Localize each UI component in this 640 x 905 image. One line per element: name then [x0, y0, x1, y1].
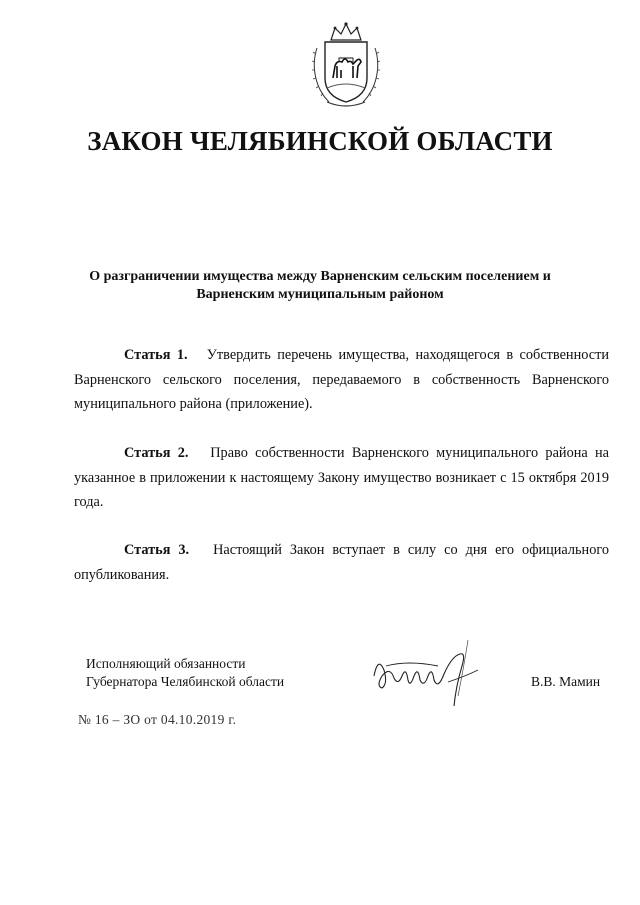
document-title: ЗАКОН ЧЕЛЯБИНСКОЙ ОБЛАСТИ [87, 126, 553, 156]
signer-position [86, 655, 284, 691]
coat-of-arms-icon [309, 18, 383, 110]
article-2 [74, 441, 609, 515]
article-3-label: Статья 3. [124, 542, 190, 558]
article-2-label: Статья 2. [124, 445, 189, 461]
article-2-text: Право собственности Варненского муниципального района на указанное в приложении к настоящему Закону имущество возникает с 15 октября 2019 года. [74, 445, 609, 510]
law-subject [70, 268, 570, 304]
signer-position-line-1: Исполняющий обязанности [86, 656, 246, 671]
signer-name: В.В. Мамин [531, 674, 601, 689]
article-3 [74, 538, 609, 587]
article-1 [74, 343, 609, 417]
article-1-text: Утвердить перечень имущества, находящегося в собственности Варненского сельского поселения, передаваемого в собственность Варненского муниципального района (приложение). [74, 347, 609, 412]
article-3-text: Настоящий Закон вступает в силу со дня его официального опубликования. [74, 542, 609, 583]
document-number: № 16 – ЗО от 04.10.2019 г. [78, 712, 237, 727]
subject-line-1: О разграничении имущества между Варненским сельским поселением и [89, 269, 551, 284]
subject-line-2: Варненским муниципальным районом [196, 287, 444, 302]
signer-position-line-2: Губернатора Челябинской области [86, 674, 285, 689]
article-1-label: Статья 1. [124, 347, 188, 363]
handwritten-signature [368, 636, 483, 712]
